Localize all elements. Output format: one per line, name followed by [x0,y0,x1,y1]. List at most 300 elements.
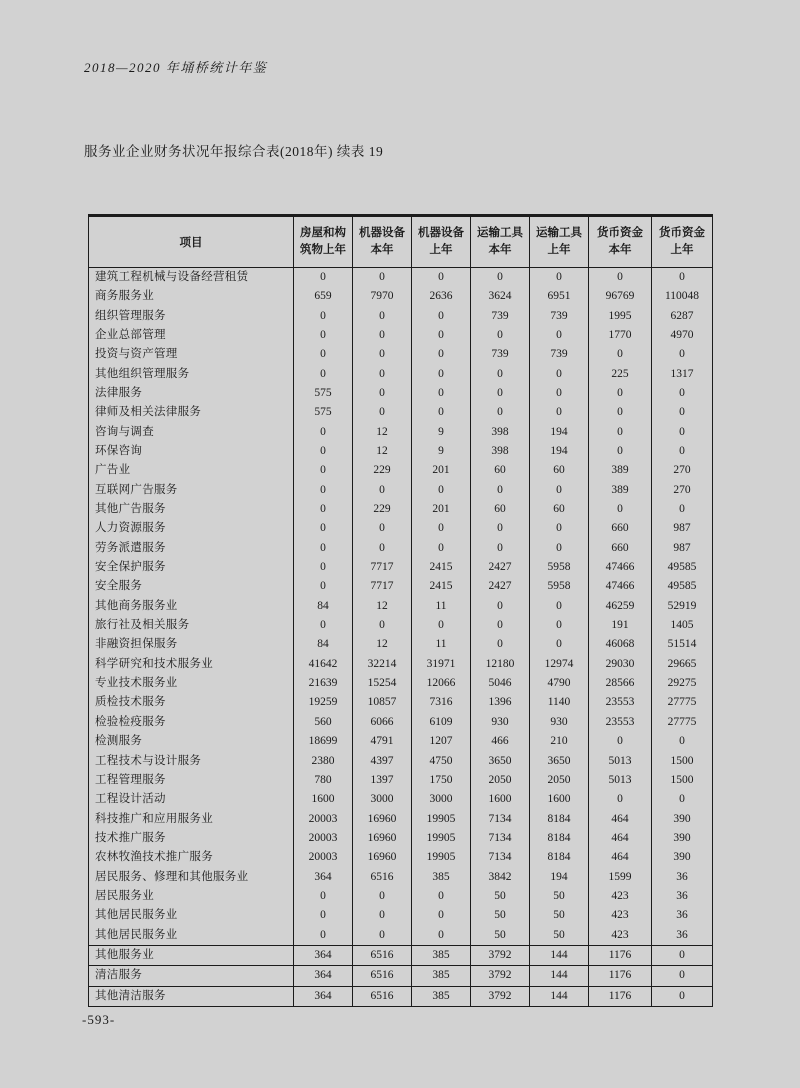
cell-value: 385 [412,966,471,986]
cell-value: 0 [294,326,353,345]
cell-value: 7134 [471,810,530,829]
cell-value: 660 [589,519,652,538]
cell-value: 96769 [589,287,652,306]
cell-value: 0 [294,365,353,384]
row-label: 其他服务业 [89,946,294,966]
cell-value: 0 [294,578,353,597]
cell-value: 19905 [412,810,471,829]
row-label: 科学研究和技术服务业 [95,657,213,670]
cell-value: 364 [294,868,353,887]
cell-value: 0 [353,906,412,925]
table-body [89,268,713,1007]
cell-value: 398 [471,442,530,461]
table-row [89,868,713,887]
cell-value: 0 [471,268,530,288]
table-row [89,810,713,829]
cell-value: 3792 [471,986,530,1006]
col-header-line: 机器设备 [359,227,405,239]
cell-value: 191 [589,616,652,635]
cell-value: 36 [652,887,713,906]
cell-value: 20003 [294,848,353,867]
cell-value: 385 [412,868,471,887]
table-row [89,732,713,751]
table-row [89,986,713,1006]
cell-value: 201 [412,500,471,519]
cell-value: 0 [294,442,353,461]
cell-value: 27775 [652,694,713,713]
cell-value: 3792 [471,946,530,966]
cell-value: 0 [471,539,530,558]
cell-value: 46068 [589,636,652,655]
row-label: 检测服务 [95,735,143,748]
cell-value: 11 [412,636,471,655]
row-label: 工程设计活动 [95,793,166,806]
cell-value: 50 [471,906,530,925]
cell-value: 7134 [471,848,530,867]
row-label: 安全保护服务 [95,561,166,574]
cell-value: 0 [412,539,471,558]
cell-value: 0 [471,403,530,422]
cell-value: 0 [652,345,713,364]
cell-value: 0 [412,481,471,500]
cell-value: 3000 [353,790,412,809]
cell-value: 1500 [652,771,713,790]
row-label: 广告业 [95,464,131,477]
cell-value: 0 [294,345,353,364]
row-label: 清洁服务 [89,966,294,986]
cell-value: 0 [353,926,412,946]
cell-value: 385 [412,946,471,966]
cell-value: 0 [294,887,353,906]
cell-value: 29030 [589,655,652,674]
cell-value: 0 [353,519,412,538]
cell-value: 0 [471,481,530,500]
cell-value: 0 [652,732,713,751]
cell-value: 32214 [353,655,412,674]
cell-value: 466 [471,732,530,751]
table-row [89,500,713,519]
cell-value: 739 [530,307,589,326]
cell-value: 0 [589,790,652,809]
table-row [89,287,713,306]
cell-value: 20003 [294,810,353,829]
cell-value: 0 [589,384,652,403]
cell-value: 3842 [471,868,530,887]
cell-value: 2636 [412,287,471,306]
cell-value: 5958 [530,558,589,577]
cell-value: 6287 [652,307,713,326]
table-row [89,384,713,403]
cell-value: 12 [353,597,412,616]
cell-value: 1750 [412,771,471,790]
cell-value: 144 [530,966,589,986]
cell-value: 144 [530,946,589,966]
cell-value: 144 [530,986,589,1006]
cell-value: 19905 [412,848,471,867]
table-row [89,558,713,577]
cell-value: 31971 [412,655,471,674]
col-header-line: 机器设备 [418,227,464,239]
cell-value: 0 [471,616,530,635]
cell-value: 3650 [471,752,530,771]
cell-value: 201 [412,461,471,480]
cell-value: 0 [652,500,713,519]
cell-value: 60 [471,461,530,480]
table-row [89,926,713,946]
row-label: 其他居民服务业 [95,909,178,922]
cell-value: 15254 [353,674,412,693]
cell-value: 2427 [471,558,530,577]
cell-value: 1995 [589,307,652,326]
cell-value: 194 [530,442,589,461]
col-header-machinery-current [353,216,412,268]
cell-value: 390 [652,848,713,867]
col-header-line: 本年 [608,244,632,256]
cell-value: 41642 [294,655,353,674]
cell-value: 0 [412,345,471,364]
cell-value: 2415 [412,578,471,597]
table-row [89,597,713,616]
table-row [89,307,713,326]
cell-value: 270 [652,481,713,500]
cell-value: 12180 [471,655,530,674]
cell-value: 0 [530,519,589,538]
cell-value: 464 [589,848,652,867]
cell-value: 0 [412,307,471,326]
cell-value: 1405 [652,616,713,635]
cell-value: 51514 [652,636,713,655]
col-header-money-prev [652,216,713,268]
table-row [89,848,713,867]
cell-value: 464 [589,829,652,848]
cell-value: 4790 [530,674,589,693]
cell-value: 0 [530,268,589,288]
cell-value: 27775 [652,713,713,732]
cell-value: 12 [353,442,412,461]
cell-value: 20003 [294,829,353,848]
col-header-buildings-prev [294,216,353,268]
cell-value: 19905 [412,829,471,848]
cell-value: 0 [412,926,471,946]
cell-value: 12 [353,636,412,655]
cell-value: 0 [412,519,471,538]
cell-value: 0 [412,616,471,635]
table-row [89,713,713,732]
cell-value: 10857 [353,694,412,713]
cell-value: 0 [471,326,530,345]
table-row [89,345,713,364]
cell-value: 0 [353,616,412,635]
cell-value: 1176 [589,966,652,986]
cell-value: 0 [652,423,713,442]
table-row [89,519,713,538]
cell-value: 1500 [652,752,713,771]
cell-value: 2427 [471,578,530,597]
cell-value: 11 [412,597,471,616]
cell-value: 49585 [652,558,713,577]
cell-value: 0 [530,365,589,384]
row-label: 工程管理服务 [95,773,166,786]
row-label: 非融资担保服务 [95,638,178,651]
table-row [89,268,713,288]
table-row [89,966,713,986]
cell-value: 739 [471,307,530,326]
header-row [89,216,713,268]
cell-value: 7717 [353,558,412,577]
table-row [89,616,713,635]
cell-value: 0 [530,384,589,403]
cell-value: 780 [294,771,353,790]
row-label: 农林牧渔技术推广服务 [95,851,213,864]
book-title: 2018—2020 年埇桥统计年鉴 [84,60,268,75]
row-label: 商务服务业 [95,290,154,303]
row-label: 其他组织管理服务 [95,367,190,380]
cell-value: 987 [652,519,713,538]
cell-value: 6516 [353,868,412,887]
cell-value: 1396 [471,694,530,713]
row-label: 法律服务 [95,386,143,399]
cell-value: 9 [412,442,471,461]
cell-value: 0 [294,906,353,925]
cell-value: 0 [652,403,713,422]
table-row [89,578,713,597]
cell-value: 390 [652,829,713,848]
cell-value: 1397 [353,771,412,790]
cell-value: 3650 [530,752,589,771]
cell-value: 84 [294,597,353,616]
cell-value: 385 [412,986,471,1006]
cell-value: 6109 [412,713,471,732]
cell-value: 6516 [353,966,412,986]
cell-value: 46259 [589,597,652,616]
cell-value: 29275 [652,674,713,693]
cell-value: 50 [471,887,530,906]
table-row [89,771,713,790]
cell-value: 4750 [412,752,471,771]
cell-value: 0 [471,597,530,616]
cell-value: 4397 [353,752,412,771]
table-title: 服务业企业财务状况年报综合表(2018年) 续表 19 [84,144,384,159]
item-column-header: 项目 [89,216,294,268]
row-label: 其他清洁服务 [89,986,294,1006]
cell-value: 110048 [652,287,713,306]
cell-value: 6951 [530,287,589,306]
cell-value: 2380 [294,752,353,771]
row-label: 检验检疫服务 [95,715,166,728]
cell-value: 0 [353,307,412,326]
col-header-line: 货币资金 [659,227,705,239]
cell-value: 0 [412,403,471,422]
cell-value: 0 [353,539,412,558]
cell-value: 7134 [471,829,530,848]
cell-value: 8184 [530,848,589,867]
cell-value: 16960 [353,848,412,867]
table-row [89,423,713,442]
cell-value: 5013 [589,771,652,790]
table-row [89,694,713,713]
cell-value: 0 [294,926,353,946]
cell-value: 0 [294,461,353,480]
cell-value: 8184 [530,829,589,848]
cell-value: 49585 [652,578,713,597]
cell-value: 0 [589,732,652,751]
cell-value: 739 [530,345,589,364]
cell-value: 0 [652,442,713,461]
cell-value: 8184 [530,810,589,829]
cell-value: 0 [530,481,589,500]
col-header-line: 房屋和构 [300,227,346,239]
cell-value: 12066 [412,674,471,693]
cell-value: 1317 [652,365,713,384]
table-row [89,403,713,422]
cell-value: 659 [294,287,353,306]
table-row [89,655,713,674]
cell-value: 3792 [471,966,530,986]
cell-value: 0 [589,423,652,442]
cell-value: 4970 [652,326,713,345]
cell-value: 390 [652,810,713,829]
cell-value: 0 [294,558,353,577]
row-label: 劳务派遣服务 [95,541,166,554]
cell-value: 0 [652,268,713,288]
cell-value: 0 [294,307,353,326]
cell-value: 0 [353,326,412,345]
cell-value: 270 [652,461,713,480]
cell-value: 0 [294,268,353,288]
cell-value: 930 [530,713,589,732]
cell-value: 1600 [530,790,589,809]
table-row [89,829,713,848]
cell-value: 987 [652,539,713,558]
row-label: 建筑工程机械与设备经营租赁 [95,270,249,283]
cell-value: 0 [353,887,412,906]
col-header-line: 本年 [370,244,394,256]
cell-value: 5958 [530,578,589,597]
row-label: 律师及相关法律服务 [95,406,202,419]
row-label: 旅行社及相关服务 [95,619,190,632]
col-header-money-current [589,216,652,268]
cell-value: 16960 [353,829,412,848]
financial-table [88,214,713,1007]
col-header-line: 上年 [547,244,571,256]
cell-value: 7316 [412,694,471,713]
col-header-line: 货币资金 [597,227,643,239]
row-label: 居民服务业 [95,889,154,902]
row-label: 居民服务、修理和其他服务业 [95,870,249,883]
cell-value: 3000 [412,790,471,809]
page-number: -593- [82,1012,116,1027]
cell-value: 0 [589,442,652,461]
cell-value: 0 [652,946,713,966]
row-label: 其他居民服务业 [95,928,178,941]
cell-value: 398 [471,423,530,442]
col-header-transport-prev [530,216,589,268]
cell-value: 0 [471,384,530,403]
cell-value: 4791 [353,732,412,751]
cell-value: 2050 [471,771,530,790]
cell-value: 364 [294,946,353,966]
table-row [89,946,713,966]
cell-value: 0 [294,423,353,442]
cell-value: 47466 [589,578,652,597]
cell-value: 0 [412,887,471,906]
cell-value: 0 [294,539,353,558]
cell-value: 50 [471,926,530,946]
cell-value: 0 [412,365,471,384]
cell-value: 36 [652,906,713,925]
cell-value: 12 [353,423,412,442]
cell-value: 1176 [589,946,652,966]
row-label: 组织管理服务 [95,309,166,322]
col-header-line: 上年 [670,244,694,256]
col-header-line: 运输工具 [536,227,582,239]
row-label: 工程技术与设计服务 [95,754,202,767]
cell-value: 1600 [294,790,353,809]
cell-value: 0 [530,636,589,655]
cell-value: 423 [589,887,652,906]
table-row [89,539,713,558]
cell-value: 7717 [353,578,412,597]
table-row [89,481,713,500]
row-label: 投资与资产管理 [95,348,178,361]
cell-value: 464 [589,810,652,829]
cell-value: 0 [412,384,471,403]
cell-value: 28566 [589,674,652,693]
cell-value: 29665 [652,655,713,674]
cell-value: 36 [652,868,713,887]
cell-value: 50 [530,906,589,925]
col-header-line: 运输工具 [477,227,523,239]
cell-value: 0 [589,500,652,519]
cell-value: 660 [589,539,652,558]
row-label: 其他商务服务业 [95,599,178,612]
cell-value: 0 [530,539,589,558]
cell-value: 0 [353,268,412,288]
table-row [89,674,713,693]
cell-value: 0 [294,616,353,635]
cell-value: 23553 [589,713,652,732]
cell-value: 7970 [353,287,412,306]
cell-value: 0 [353,345,412,364]
cell-value: 60 [471,500,530,519]
cell-value: 50 [530,887,589,906]
cell-value: 6516 [353,986,412,1006]
cell-value: 0 [294,481,353,500]
cell-value: 18699 [294,732,353,751]
cell-value: 0 [652,986,713,1006]
cell-value: 60 [530,500,589,519]
cell-value: 560 [294,713,353,732]
cell-value: 9 [412,423,471,442]
cell-value: 0 [652,966,713,986]
cell-value: 0 [471,636,530,655]
col-header-line: 上年 [429,244,453,256]
cell-value: 739 [471,345,530,364]
row-label: 其他广告服务 [95,503,166,516]
cell-value: 0 [294,500,353,519]
row-label: 咨询与调查 [95,425,154,438]
cell-value: 229 [353,461,412,480]
col-header-line: 筑物上年 [300,244,346,256]
row-label: 技术推广服务 [95,831,166,844]
cell-value: 1176 [589,986,652,1006]
cell-value: 0 [530,616,589,635]
cell-value: 19259 [294,694,353,713]
table-row [89,326,713,345]
row-label: 企业总部管理 [95,328,166,341]
cell-value: 423 [589,926,652,946]
cell-value: 2050 [530,771,589,790]
